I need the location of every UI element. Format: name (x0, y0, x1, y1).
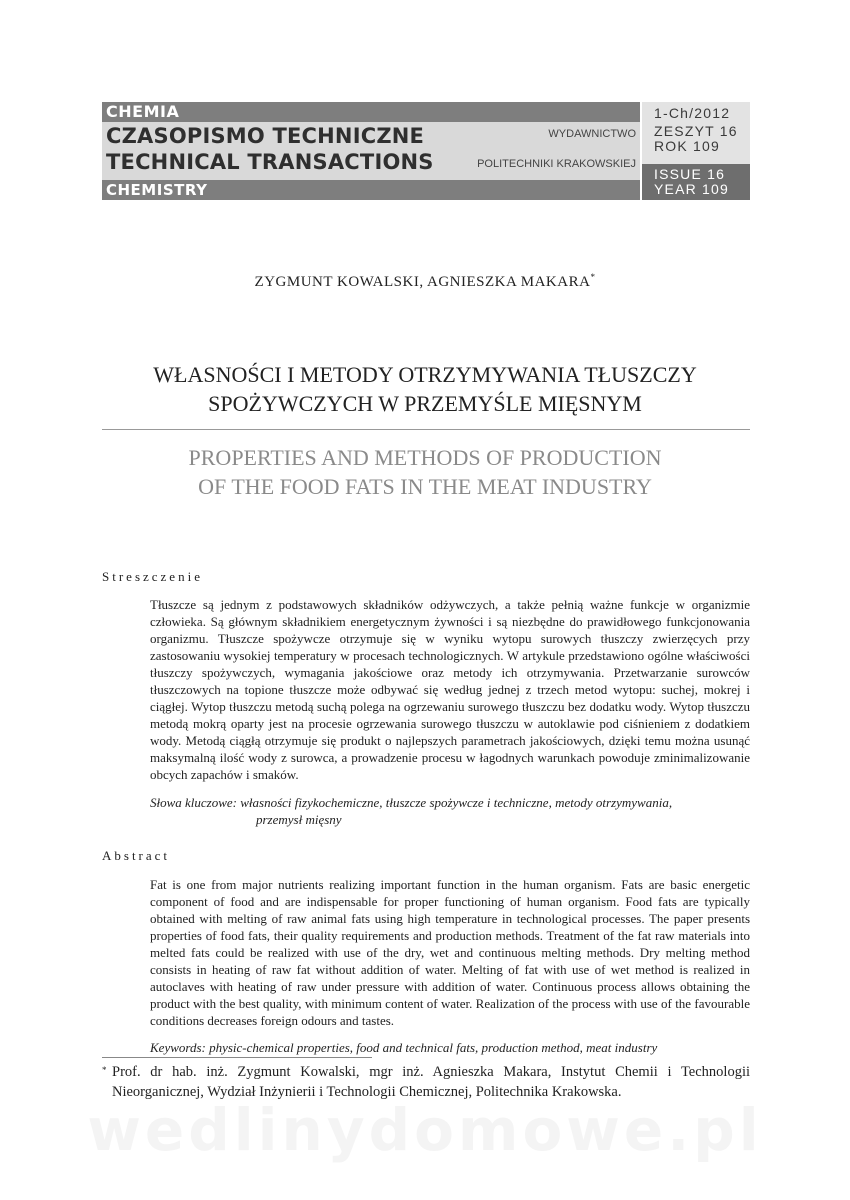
article-title-pl-line-2: SPOŻYWCZYCH W PRZEMYŚLE MIĘSNYM (208, 391, 642, 416)
keywords-pl-line-1: Słowa kluczowe: własności fizykochemiczne, tłuszcze spożywcze i techniczne, metody otrzymywania, (150, 795, 673, 810)
footnote-mark: * (102, 1065, 107, 1075)
abstract-heading: Abstract (102, 848, 171, 863)
author-footnote-mark: * (590, 272, 596, 282)
streszczenie-keywords (150, 794, 750, 828)
authors (0, 272, 850, 291)
keywords-pl-line-2: przemysł mięsny (256, 812, 342, 827)
watermark: wedlinydomowe.pl (87, 1096, 763, 1164)
issue-info-box-en (642, 164, 750, 200)
article-title-en-line-2: OF THE FOOD FATS IN THE MEAT INDUSTRY (198, 474, 652, 499)
article-title-pl-line-1: WŁASNOŚCI I METODY OTRZYMYWANIA TŁUSZCZY (153, 362, 697, 387)
masthead-title-band (102, 122, 640, 180)
abstract-keywords: Keywords: physic-chemical properties, food and technical fats, production method, meat industry (150, 1040, 658, 1055)
article-title-en (100, 443, 750, 501)
issue-code: 1-Ch/2012 (654, 105, 731, 121)
article-title-pl (100, 360, 750, 418)
footnote-text: Prof. dr hab. inż. Zygmunt Kowalski, mgr inż. Agnieszka Makara, Instytut Chemii i Technologii Nieorganicznej, Wydział Inżynierii i Technologii Chemicznej, Politechnika Krakowska. (112, 1064, 750, 1100)
abstract-text: Fat is one from major nutrients realizing important function in the human organism. Fats are basic energetic component of food and are indispensable for proper functioning of human organism. Food fats are typically obtained with melting of raw animal fats using high temperature in technological processes. The paper presents properties of food fats, their quality requirements and production methods. Treatment of the fat raw materials into melted fats could be realized with use of the dry, wet and continuous melting methods. Dry melting method consists in heating of raw fat without addition of water. Melting of fat with use of wet method is realized in autoclaves with heating of raw under pressure with addition of water. Continuous process allows obtaining the product with the best quality, with minimum content of water. Realization of the process with use of the favourable conditions decreases foreign odours and tastes. (150, 877, 750, 1028)
publisher-line-1: WYDAWNICTWO (548, 128, 636, 140)
masthead-chemia-bar (102, 102, 640, 122)
article-title-en-line-1: PROPERTIES AND METHODS OF PRODUCTION (188, 445, 662, 470)
footnote-divider (102, 1057, 372, 1058)
issue-info-box (642, 102, 750, 164)
issue-zeszyt: ZESZYT 16 (654, 123, 738, 139)
issue-rok: ROK 109 (654, 138, 720, 154)
streszczenie-heading: Streszczenie (102, 569, 203, 584)
issue-number-en: ISSUE 16 (654, 166, 726, 182)
publisher-line-2: POLITECHNIKI KRAKOWSKIEJ (477, 158, 636, 170)
masthead-chemistry-label: CHEMISTRY (106, 181, 208, 199)
author-names: ZYGMUNT KOWALSKI, AGNIESZKA MAKARA (254, 274, 591, 290)
journal-title-en: TECHNICAL TRANSACTIONS (106, 150, 434, 174)
masthead-chemistry-bar (102, 180, 640, 200)
title-divider (102, 429, 750, 430)
issue-year-en: YEAR 109 (654, 181, 729, 197)
journal-title-pl: CZASOPISMO TECHNICZNE (106, 124, 425, 148)
streszczenie-text: Tłuszcze są jednym z podstawowych składników odżywczych, a także pełnią ważne funkcje w organizmie człowieka. Są głównym składnikiem energetycznym żywności i są niezbędne do prawidłowego funkcjonowania organizmu. Tłuszcze spożywcze otrzymuje się w wyniku wytopu surowych tłuszczy zwierzęcych przy zastosowaniu wysokiej temperatury w procesach technologicznych. W artykule przedstawiono ogólne właściwości tłuszczy spożywczych, wymagania jakościowe oraz metody ich otrzymywania. Przetwarzanie surowców tłuszczowych na topione tłuszcze może odbywać się według jednej z trzech metod wytopu: suchej, mokrej i ciągłej. Wytop tłuszczu metodą suchą polega na ogrzewaniu surowego tłuszczu bez dodatku wody. Wytop tłuszczu metodą mokrą oparty jest na procesie ogrzewania surowego tłuszczu w autoklawie pod ciśnieniem z dodatkiem wody. Metodą ciągłą otrzymuje się produkt o najlepszych parametrach jakościowych, dzięki temu można usunąć maksymalną ilość wody z surowca, a prowadzenie procesu w łagodnych warunkach powoduje zminimalizowanie obcych zapachów i smaków. (150, 597, 750, 782)
masthead-chemia-label: CHEMIA (106, 102, 180, 121)
